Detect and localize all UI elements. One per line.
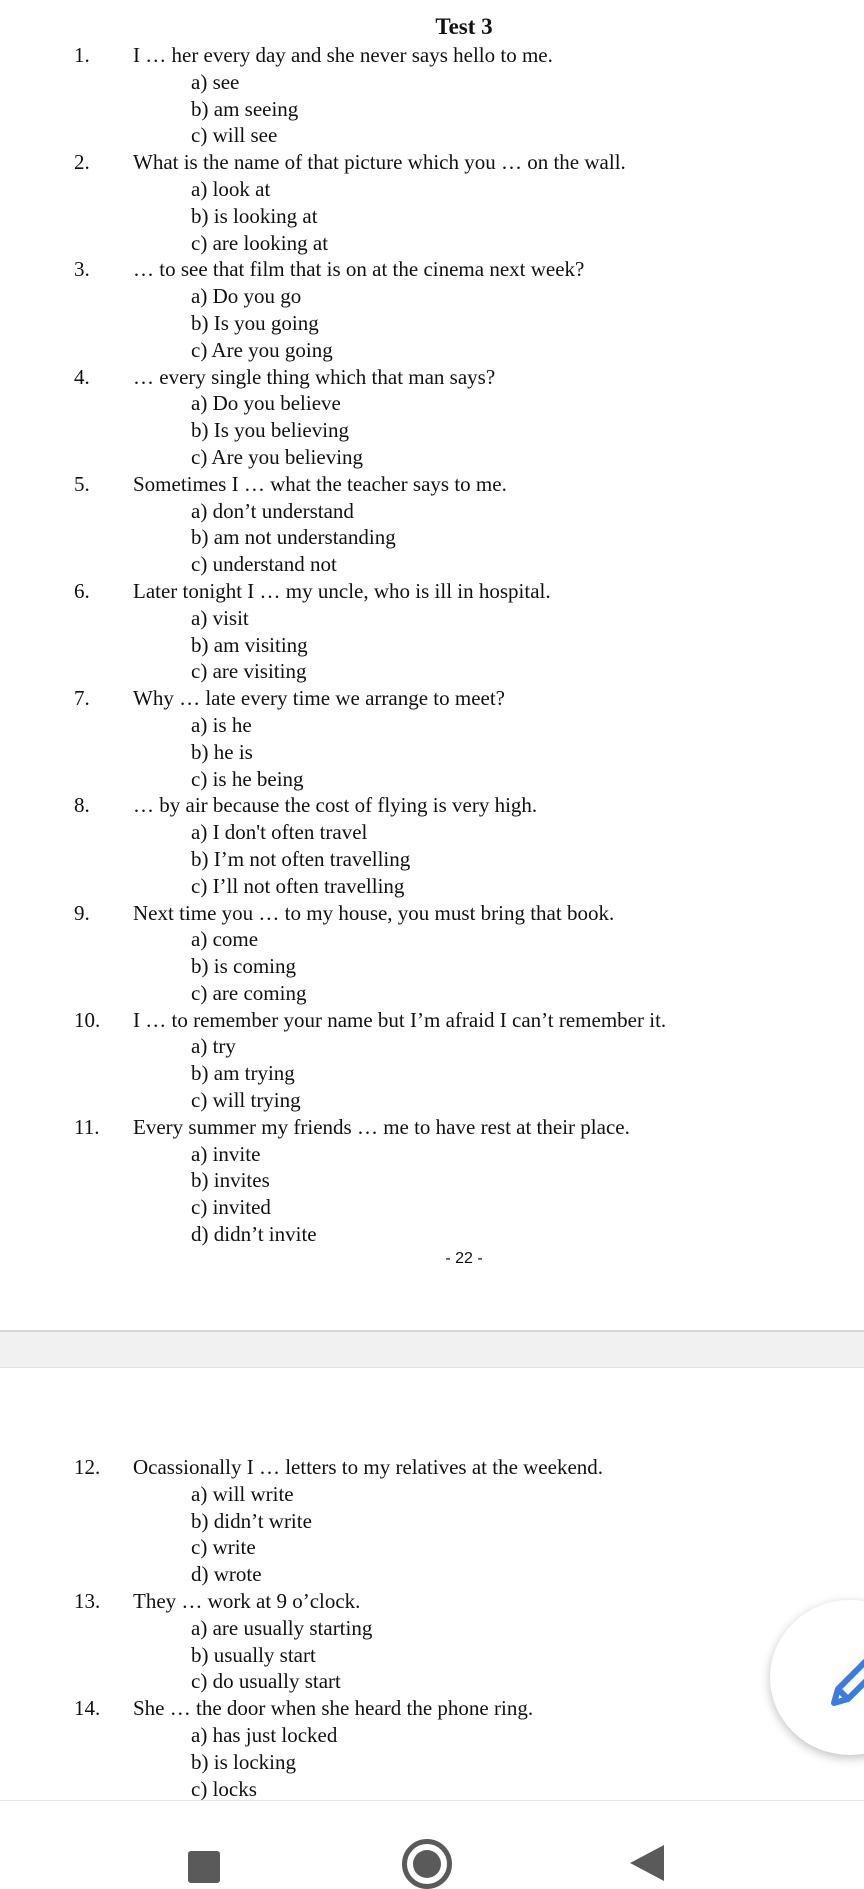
question-number: 2. (74, 150, 90, 175)
question-list (0, 1454, 864, 1800)
question-item (0, 1114, 864, 1248)
answer-option: b) is locking (191, 1749, 296, 1774)
question-row (0, 578, 864, 605)
question-text: Why … late every time we arrange to meet? (133, 686, 505, 711)
question-item (0, 149, 864, 256)
question-row (0, 1588, 864, 1615)
answer-option: a) are usually starting (191, 1615, 373, 1640)
question-row (0, 364, 864, 391)
document-page-2 (0, 1368, 864, 1800)
answer-option: a) I don't often travel (191, 820, 368, 845)
page-separator (0, 1330, 864, 1368)
question-text: Next time you … to my house, you must bring that book. (133, 900, 615, 925)
answer-option: c) invited (191, 1195, 271, 1220)
answer-option: a) will write (191, 1481, 294, 1506)
answer-option: a) invite (191, 1141, 261, 1166)
question-number: 1. (74, 43, 90, 67)
question-text: Later tonight I … my uncle, who is ill in hospital. (133, 578, 551, 603)
question-item (0, 685, 864, 792)
answer-option: a) don’t understand (191, 498, 354, 523)
question-number: 4. (74, 364, 90, 389)
answer-option: c) is he being (191, 766, 304, 791)
answer-option: b) is coming (191, 954, 296, 979)
question-item (0, 364, 864, 471)
answer-option: b) is looking at (191, 203, 318, 228)
answer-option: b) I’m not often travelling (191, 846, 411, 871)
answer-option: a) come (191, 927, 259, 952)
question-number: 12. (74, 1455, 101, 1479)
question-item (0, 900, 864, 1007)
question-item (0, 42, 864, 149)
question-text: Sometimes I … what the teacher says to me. (133, 471, 507, 496)
question-number: 10. (74, 1007, 101, 1032)
question-row (0, 256, 864, 283)
answer-option: c) I’ll not often travelling (191, 873, 405, 898)
recent-apps-icon[interactable] (188, 1851, 220, 1883)
question-number: 5. (74, 471, 90, 496)
answer-option: a) look at (191, 176, 271, 201)
question-text: … to see that film that is on at the cinema next week? (133, 257, 585, 282)
answer-option: b) he is (191, 739, 253, 764)
question-number: 11. (74, 1114, 100, 1139)
question-item (0, 578, 864, 685)
question-item (0, 1695, 864, 1800)
question-number: 6. (74, 578, 90, 603)
question-text: I … to remember your name but I’m afraid I can’t remember it. (133, 1007, 667, 1032)
question-text: What is the name of that picture which you … on the wall. (133, 150, 626, 175)
answer-option: b) am visiting (191, 632, 308, 657)
test-title: Test 3 (435, 14, 493, 39)
question-item (0, 792, 864, 899)
page-number: - 22 - (445, 1250, 483, 1267)
back-icon[interactable] (630, 1845, 664, 1881)
system-navigation-bar (0, 1800, 864, 1881)
question-number: 8. (74, 793, 90, 818)
answer-option: b) usually start (191, 1642, 316, 1667)
answer-option: c) Are you going (191, 337, 333, 362)
answer-option: a) try (191, 1034, 236, 1059)
answer-option: d) didn’t invite (191, 1222, 317, 1247)
answer-option: d) wrote (191, 1562, 262, 1587)
answer-option: c) understand not (191, 552, 337, 577)
answer-option: b) am not understanding (191, 525, 396, 550)
question-row (0, 471, 864, 498)
answer-option: c) are visiting (191, 659, 307, 684)
answer-option: b) am trying (191, 1061, 295, 1086)
answer-option: c) Are you believing (191, 444, 364, 469)
question-item (0, 1588, 864, 1695)
question-row (0, 1007, 864, 1034)
question-item (0, 471, 864, 578)
question-row (0, 1114, 864, 1141)
answer-option: c) locks (191, 1776, 257, 1800)
question-number: 7. (74, 686, 90, 711)
answer-option: c) will see (191, 123, 278, 148)
answer-option: a) Do you go (191, 284, 302, 309)
question-text: … by air because the cost of flying is very high. (133, 793, 538, 818)
question-row (0, 1454, 864, 1481)
question-row (0, 900, 864, 927)
answer-option: c) do usually start (191, 1669, 341, 1694)
answer-option: a) is he (191, 712, 252, 737)
question-text: I … her every day and she never says hello to me. (133, 43, 553, 67)
question-item (0, 1007, 864, 1114)
question-text: She … the door when she heard the phone ring. (133, 1696, 534, 1721)
question-number: 14. (74, 1696, 101, 1721)
answer-option: c) are looking at (191, 230, 329, 255)
question-row (0, 149, 864, 176)
answer-option: a) visit (191, 605, 249, 630)
question-row (0, 792, 864, 819)
answer-option: b) am seeing (191, 96, 299, 121)
answer-option: b) Is you believing (191, 418, 350, 443)
answer-option: a) Do you believe (191, 391, 341, 416)
question-item (0, 1454, 864, 1588)
answer-option: b) Is you going (191, 310, 319, 335)
question-number: 9. (74, 900, 90, 925)
question-text: … every single thing which that man says? (133, 364, 496, 389)
question-text: They … work at 9 o’clock. (133, 1588, 361, 1613)
question-row (0, 1695, 864, 1722)
question-text: Ocassionally I … letters to my relatives at the weekend. (133, 1455, 604, 1479)
home-icon[interactable] (402, 1839, 452, 1889)
pencil-icon (820, 1645, 864, 1715)
answer-option: b) invites (191, 1168, 270, 1193)
question-number: 13. (74, 1588, 101, 1613)
answer-option: a) see (191, 69, 240, 94)
answer-option: c) will trying (191, 1088, 301, 1113)
answer-option: a) has just locked (191, 1722, 338, 1747)
answer-option: c) write (191, 1535, 256, 1560)
answer-option: c) are coming (191, 980, 307, 1005)
question-text: Every summer my friends … me to have rest at their place. (133, 1114, 630, 1139)
question-row (0, 42, 864, 69)
question-item (0, 256, 864, 363)
question-list (0, 42, 864, 1248)
question-number: 3. (74, 257, 90, 282)
question-row (0, 685, 864, 712)
answer-option: b) didn’t write (191, 1508, 312, 1533)
